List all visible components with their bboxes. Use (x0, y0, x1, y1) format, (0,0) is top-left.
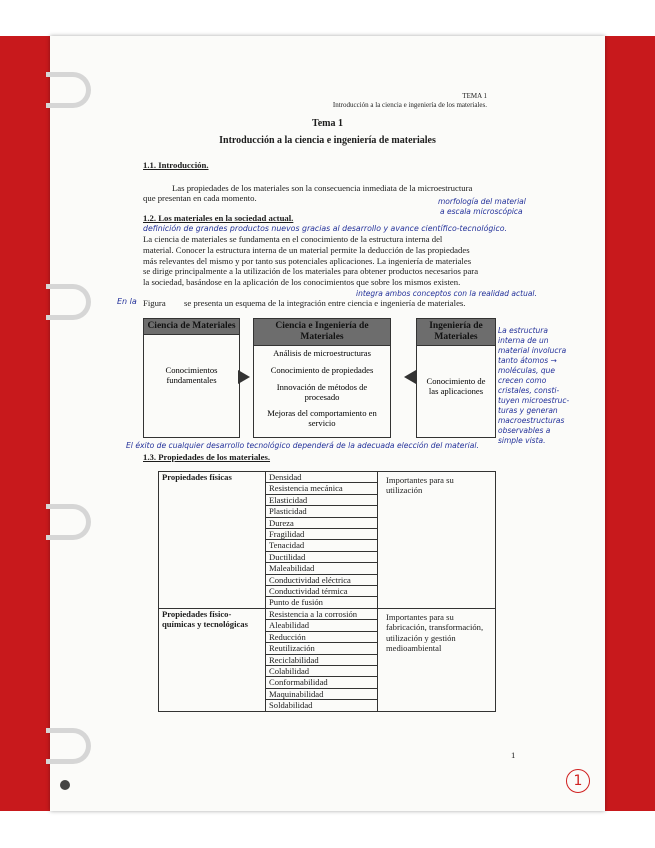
diagram-box-title: Ingeniería de Materiales (417, 319, 495, 346)
diagram-box-ingenieria (416, 318, 496, 438)
paragraph-line: material. Conocer la estructura interna de un material permite la deducción de las propiedades (143, 245, 470, 255)
table-cell-property: Maleabilidad (266, 563, 378, 574)
table-cell-property: Resistencia mecánica (266, 483, 378, 494)
table-cell-property: Reciclabilidad (266, 654, 378, 665)
section-heading-1: 1.1. Introducción. (143, 160, 209, 170)
properties-table (158, 471, 496, 712)
paragraph-line: La ciencia de materiales se fundamenta en el conocimiento de la estructura interna del (143, 234, 443, 244)
table-cell-property: Conductividad eléctrica (266, 574, 378, 585)
table-group-note: Importantes para su fabricación, transformación, utilización y gestión medioambiental (378, 608, 496, 711)
table-cell-property: Resistencia a la corrosión (266, 608, 378, 619)
diagram-box-title: Ciencia e Ingeniería de Materiales (254, 319, 390, 346)
diagram-box-title: Ciencia de Materiales (144, 319, 239, 335)
table-group-label: Propiedades físicas (159, 472, 266, 609)
diagram-box-body: Conocimientos fundamentales (165, 365, 218, 385)
handwritten-note: En la (117, 297, 137, 306)
paragraph-line: más relevantes del mismo y por tanto sus potenciales aplicaciones. La ingeniería de materiales (143, 256, 472, 266)
header-subtitle: Introducción a la ciencia e ingeniería de los materiales. (332, 101, 487, 109)
table-cell-property: Reducción (266, 631, 378, 642)
diagram-box-ciencia (143, 318, 240, 438)
arrow-right-icon (238, 370, 250, 384)
handwritten-note: morfología del material (438, 197, 526, 206)
table-cell-property: Conformabilidad (266, 677, 378, 688)
binder-ring (46, 728, 91, 764)
handwritten-note: integra ambos conceptos con la realidad actual. (356, 289, 537, 298)
table-cell-property: Plasticidad (266, 506, 378, 517)
diagram-box-ciencia-ingenieria (253, 318, 391, 438)
figure-reference: Figura (143, 298, 166, 308)
table-group-label: Propiedades físico-químicas y tecnológicas (159, 608, 266, 711)
table-cell-property: Elasticidad (266, 494, 378, 505)
table-cell-property: Maquinabilidad (266, 688, 378, 699)
table-cell-property: Reutilización (266, 643, 378, 654)
table-cell-property: Punto de fusión (266, 597, 378, 608)
diagram-list-item: Análisis de microestructuras (273, 348, 371, 358)
handwritten-note: a escala microscópica (440, 207, 523, 216)
handwritten-note: El éxito de cualquier desarrollo tecnológico dependerá de la adecuada elección del material. (126, 441, 479, 450)
table-cell-property: Colabilidad (266, 665, 378, 676)
table-group-note: Importantes para su utilización (378, 472, 496, 609)
table-cell-property: Densidad (266, 472, 378, 483)
paragraph-line: que presentan en cada momento. (143, 193, 257, 203)
diagram-list-item: Conocimiento de propiedades (270, 365, 374, 375)
binder-ring (46, 72, 91, 108)
binder-ring (46, 284, 91, 320)
arrow-left-icon (404, 370, 416, 384)
paragraph-line: la sociedad, basándose en la aplicación de los conocimientos que sobre los mismos existen. (143, 277, 461, 287)
handwritten-definition: definición de grandes productos nuevos gracias al desarrollo y avance científico-tecnológico. (143, 224, 507, 233)
table-cell-property: Dureza (266, 517, 378, 528)
circled-page-number: 1 (566, 769, 590, 793)
table-cell-property: Conductividad térmica (266, 586, 378, 597)
page-title: Tema 1 (311, 118, 344, 129)
diagram-list-item: Innovación de métodos de procesado (276, 382, 368, 402)
page-subtitle: Introducción a la ciencia e ingeniería de materiales (219, 135, 436, 146)
table-cell-property: Tenacidad (266, 540, 378, 551)
section-heading-3: 1.3. Propiedades de los materiales. (143, 452, 271, 462)
table-row (159, 608, 496, 619)
table-cell-property: Aleabilidad (266, 620, 378, 631)
binder-ring (46, 504, 91, 540)
paragraph-line: se dirige principalmente a la utilización de los materiales para obtener productos necesarios para (143, 266, 479, 276)
figure-caption: se presenta un esquema de la integración entre ciencia e ingeniería de materiales. (184, 298, 466, 308)
table-cell-property: Ductilidad (266, 551, 378, 562)
table-cell-property: Soldabilidad (266, 700, 378, 711)
header-tema: TEMA 1 (462, 92, 487, 100)
table-row (159, 472, 496, 483)
table-cell-property: Fragilidad (266, 529, 378, 540)
section-heading-2: 1.2. Los materiales en la sociedad actual. (143, 213, 294, 223)
diagram-box-body: Conocimiento de las aplicaciones (426, 376, 486, 396)
page-number: 1 (511, 750, 516, 760)
paragraph-line: Las propiedades de los materiales son la consecuencia inmediata de la microestructura (172, 183, 473, 193)
punch-hole (60, 780, 70, 790)
diagram-list-item: Mejoras del comportamiento en servicio (267, 408, 377, 428)
